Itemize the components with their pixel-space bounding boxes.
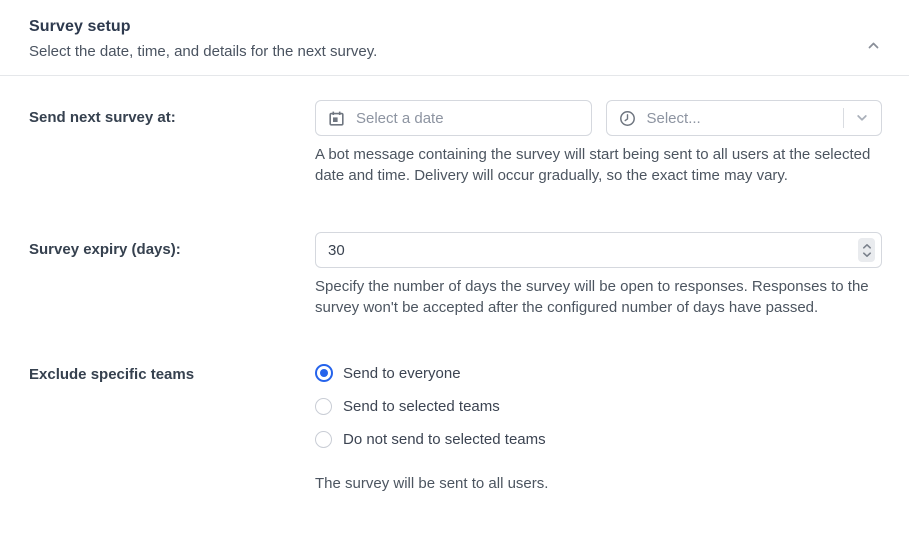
audience-label: Exclude specific teams xyxy=(29,366,195,383)
expiry-input[interactable] xyxy=(315,232,882,268)
time-select[interactable] xyxy=(606,100,883,136)
send-at-label: Send next survey at: xyxy=(29,109,176,126)
expiry-help-text: Specify the number of days the survey will be open to responses. Responses to the survey won't be accepted after the configured number of days have passed. xyxy=(315,278,869,316)
radio-do-not-send-to-selected-teams[interactable] xyxy=(315,431,882,448)
expiry-label: Survey expiry (days): xyxy=(29,241,181,258)
stepper-up-icon xyxy=(862,243,872,250)
collapse-button[interactable] xyxy=(860,32,887,59)
panel-header xyxy=(0,0,909,60)
radio-label: Do not send to selected teams xyxy=(343,431,546,448)
panel-subtitle: Select the date, time, and details for the next survey. xyxy=(29,43,378,60)
expiry-row xyxy=(29,232,882,318)
date-picker-input[interactable] xyxy=(315,100,592,136)
send-at-fields xyxy=(315,100,882,186)
send-at-row xyxy=(29,100,882,186)
stepper-down-icon xyxy=(862,251,872,258)
send-at-help-text: A bot message containing the survey will start being sent to all users at the selected date and time. Delivery will occur gradually, so the exact time may vary. xyxy=(315,146,871,184)
calendar-icon xyxy=(328,110,345,127)
audience-radio-group xyxy=(315,364,882,448)
radio-circle xyxy=(315,431,332,448)
select-divider xyxy=(843,108,844,128)
number-stepper[interactable] xyxy=(858,238,875,262)
chevron-up-icon xyxy=(866,41,881,56)
audience-row xyxy=(29,364,882,492)
header-text xyxy=(29,18,377,60)
survey-setup-form xyxy=(0,76,909,492)
radio-send-to-everyone[interactable] xyxy=(315,364,882,382)
audience-fields xyxy=(315,364,882,492)
send-at-inputs xyxy=(315,100,882,136)
radio-label: Send to everyone xyxy=(343,364,461,382)
radio-circle xyxy=(315,364,333,382)
audience-summary-text: The survey will be sent to all users. xyxy=(315,475,549,492)
radio-send-to-selected-teams[interactable] xyxy=(315,398,882,415)
expiry-input-wrap xyxy=(315,232,882,268)
chevron-down-icon[interactable] xyxy=(853,109,871,127)
radio-circle xyxy=(315,398,332,415)
date-placeholder: Select a date xyxy=(356,109,444,127)
radio-label: Send to selected teams xyxy=(343,398,500,415)
panel-title: Survey setup xyxy=(29,18,131,35)
clock-icon xyxy=(619,110,636,127)
time-placeholder: Select... xyxy=(646,109,701,127)
expiry-fields xyxy=(315,232,882,318)
